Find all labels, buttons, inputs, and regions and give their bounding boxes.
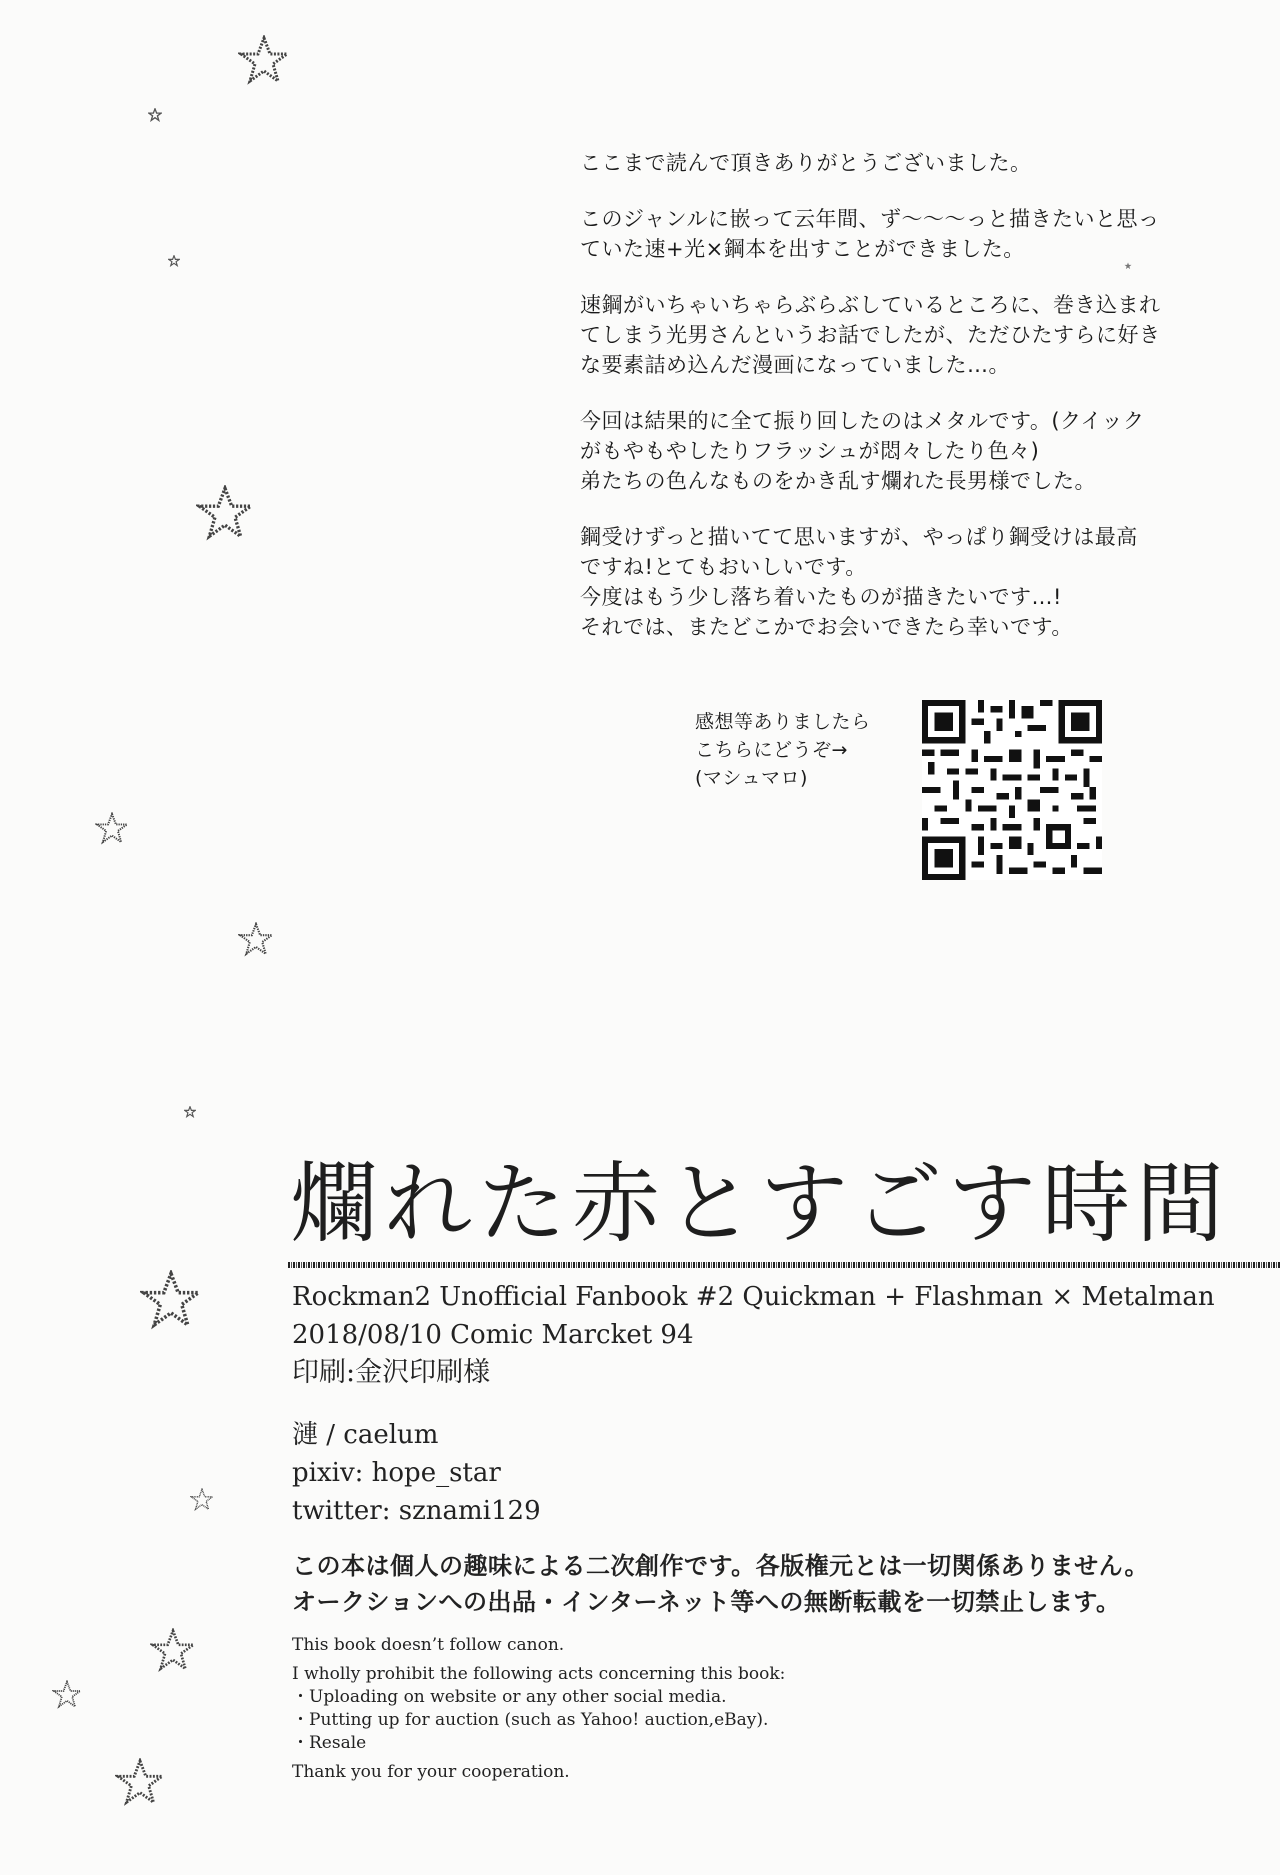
pixiv-handle: pixiv: hope_star bbox=[292, 1458, 501, 1488]
star-icon bbox=[168, 255, 180, 267]
canon-notice: This book doesn’t follow canon. bbox=[292, 1635, 565, 1655]
star-icon bbox=[140, 1270, 202, 1332]
disclaimer-jp-line: この本は個人の趣味による二次創作です。各版権元とは一切関係ありません。 bbox=[292, 1552, 1150, 1580]
prohibition-item: ・Uploading on website or any other social media. bbox=[292, 1687, 727, 1707]
disclaimer-jp bbox=[292, 1548, 1149, 1620]
prohibition-intro: I wholly prohibit the following acts concerning this book: bbox=[292, 1664, 786, 1684]
colophon bbox=[292, 1278, 1215, 1530]
book-subtitle: Rockman2 Unofficial Fanbook #2 Quickman + Flashman × Metalman bbox=[292, 1282, 1215, 1312]
book-title: 爛れた赤とすごす時間 bbox=[290, 1152, 1231, 1255]
star-icon bbox=[190, 1488, 214, 1512]
afterword-paragraph: このジャンルに嵌って云年間、ず〜〜〜っと描きたいと思っ ていた速+光×鋼本を出すことができました。 bbox=[580, 207, 1160, 261]
afterword-paragraph: ここまで読んで頂きありがとうございました。 bbox=[580, 151, 1032, 175]
qr-label: 感想等ありましたら こちらにどうぞ→ (マシュマロ) bbox=[695, 711, 871, 789]
star-icon bbox=[184, 1106, 196, 1118]
afterword-paragraph: 速鋼がいちゃいちゃらぶらぶしているところに、巻き込まれ てしまう光男さんというお話でしたが、ただひたすらに好き な要素詰め込んだ漫画になっていました…。 bbox=[580, 293, 1161, 377]
twitter-handle: twitter: sznami129 bbox=[292, 1496, 541, 1526]
printer-credit: 印刷:金沢印刷様 bbox=[292, 1357, 491, 1388]
afterword-paragraph: 鋼受けずっと描いてて思いますが、やっぱり鋼受けは最高 ですね!とてもおいしいです。 今度はもう少し落ち着いたものが描きたいです…! それでは、またどこかでお会いできたら幸いです。 bbox=[580, 525, 1138, 639]
star-icon bbox=[115, 1758, 165, 1808]
disclaimer-jp-line: オークションへの出品・インターネット等への無断転載を一切禁止します。 bbox=[292, 1588, 1121, 1616]
thanks-note: Thank you for your cooperation. bbox=[292, 1762, 570, 1782]
afterword-paragraph: 今回は結果的に全て振り回したのはメタルです。(クイック がもやもやしたりフラッシュが悶々したり色々) 弟たちの色んなものをかき乱す爛れた長男様でした。 bbox=[580, 409, 1145, 493]
prohibition-item: ・Resale bbox=[292, 1733, 367, 1753]
star-icon bbox=[95, 812, 129, 846]
star-icon bbox=[196, 485, 254, 543]
star-icon bbox=[238, 35, 290, 87]
star-icon bbox=[148, 108, 162, 122]
star-icon bbox=[150, 1628, 196, 1674]
prohibition-list bbox=[292, 1663, 785, 1755]
author-name: 漣 / caelum bbox=[292, 1420, 439, 1450]
qr-code-icon[interactable] bbox=[922, 700, 1102, 880]
prohibition-item: ・Putting up for auction (such as Yahoo! auction,eBay). bbox=[292, 1710, 769, 1730]
title-divider bbox=[288, 1262, 1280, 1268]
afterword bbox=[580, 148, 1200, 668]
disclaimer-en bbox=[292, 1634, 785, 1784]
event-date: 2018/08/10 Comic Marcket 94 bbox=[292, 1320, 694, 1350]
star-icon bbox=[52, 1680, 82, 1710]
star-icon bbox=[238, 922, 274, 958]
